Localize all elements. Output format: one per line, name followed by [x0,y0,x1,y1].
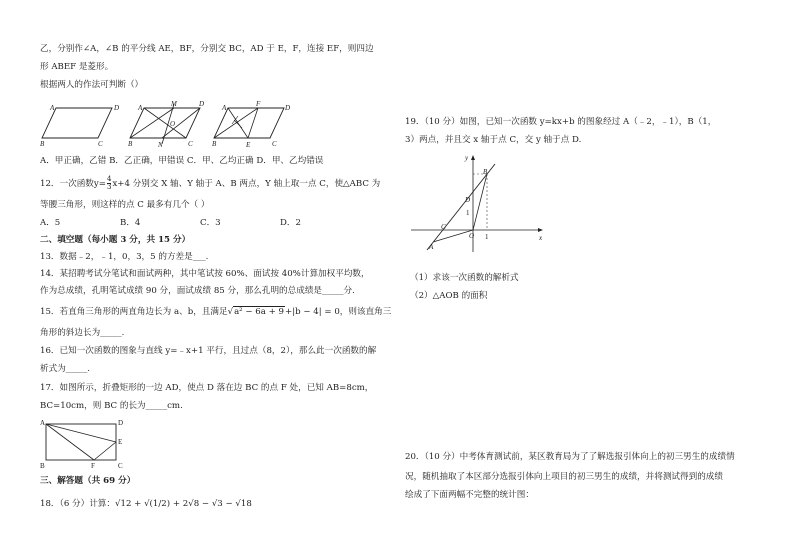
coordinate-graph-figure [405,152,550,260]
q11-text-line2: 形 ABEF 是菱形。 [40,62,114,72]
svg-text:D: D [199,100,205,108]
svg-text:x: x [539,234,543,242]
svg-text:C: C [188,140,193,148]
svg-text:C: C [272,140,277,148]
q15-prefix: 15．若直角三角形的两直角边长为 a、b，且满足 [40,307,228,317]
folded-rectangle-figure [38,416,128,472]
svg-text:A: A [50,104,55,112]
svg-text:M: M [171,100,177,108]
svg-text:D: D [465,196,471,204]
q19-subquestion-2: （2）△AOB 的面积 [410,291,488,301]
q14-line2: 作为总成绩，孔明笔试成绩 90 分，面试成绩 85 分，那么孔明的总成绩是_____分. [40,286,355,296]
svg-text:1: 1 [466,209,470,217]
q11-judge: 根据两人的作法可判断（） [40,80,144,90]
section-heading-answers: 三、解答题（共 69 分） [40,476,136,486]
q20-line1: 20．（10 分）中考体育测试前，某区教育局为了了解选报引体向上的初三男生的成绩情 [405,452,735,462]
q12-option-c: C．3 [200,218,221,228]
q18-line [40,499,252,510]
parallelogram-figure [40,100,120,150]
q16-line1: 16．已知一次函数的图象与直线 y=﹣x+1 平行，且过点（8，2），那么此一次函数的解 [40,346,377,356]
section-heading-fill-blank: 二、填空题（每小题 3 分，共 15 分） [40,235,191,245]
q12-fraction [107,176,111,191]
q12-line1 [40,176,380,191]
svg-text:y: y [465,154,469,162]
q12-option-b: B．4 [120,218,141,228]
svg-text:C: C [441,223,446,231]
q20-line2: 况，随机抽取了本区部分选报引体向上项目的初三男生的成绩，并将测试得到的成绩 [405,472,723,482]
q18-expression: √12 + √(1/2) + 2√8 − √3 − √18 [115,499,252,509]
svg-text:B: B [40,140,45,148]
q11-text-line1: 乙，分别作∠A，∠B 的平分线 AE，BF，分别交 BC，AD 于 E，F，连接 EF，则四边 [40,44,374,54]
svg-text:A: A [138,104,143,112]
q16-line2: 析式为_____. [40,364,90,374]
svg-text:D: D [285,104,291,112]
q15-line2: 角形的斜边长为_____. [40,328,125,338]
q17-line1: 17．如图所示，折叠矩形的一边 AD，使点 D 落在边 BC 的点 F 处，已知 AB=8cm， [40,383,374,393]
svg-text:O: O [469,232,475,240]
q17-line2: BC=10cm，则 BC 的长为_____cm. [40,401,183,411]
q14-line1: 14．某招聘考试分笔试和面试两种，其中笔试按 60%、面试按 40%计算加权平均数， [40,269,370,279]
q12-prefix: 12．一次函数y= [40,179,106,189]
svg-text:F: F [256,100,261,108]
q15-radical: a² − 6a + 9 [234,307,285,317]
svg-text:C: C [98,140,103,148]
svg-text:A: A [429,243,434,251]
fraction-denominator: 3 [106,183,112,191]
q15-suffix: +|b − 4| = 0，则该直角三 [285,307,392,317]
svg-text:1: 1 [485,233,489,241]
q12-suffix: x+4 分别交 X 轴、Y 轴于 A、B 两点，Y 轴上取一点 C，使△ABC 为 [112,179,381,189]
q15-line1: 15．若直角三角形的两直角边长为 a、b，且满足√a² − 6a + 9+|b − 4| = 0，则该直角三 [40,307,392,317]
q19-line2: 3）两点，并且交 x 轴于点 C，交 y 轴于点 D. [405,135,582,145]
svg-text:D: D [118,419,124,427]
svg-text:F: F [91,462,95,470]
svg-text:E: E [118,438,123,446]
q19-subquestion-1: （1）求该一次函数的解析式 [410,273,519,283]
q12-option-a: A．5 [40,218,61,228]
svg-text:B: B [212,140,217,148]
q12-option-d: D．2 [280,218,301,228]
svg-text:B: B [128,140,133,148]
q13-text: 13．数据﹣2，﹣1，0，3，5 的方差是___. [40,252,209,262]
svg-text:O: O [170,120,176,128]
construction-figure-b [212,100,292,150]
svg-text:D: D [114,104,120,112]
q19-line1: 19．（10 分）如图，已知一次函数 y=kx+b 的图象经过 A（﹣2，﹣1），B（1， [405,117,717,127]
svg-text:B: B [40,462,45,470]
svg-text:C: C [118,462,123,470]
q11-options: A．甲正确，乙错 B．乙正确，甲错误 C．甲、乙均正确 D．甲、乙均错误 [40,156,324,166]
q18-prefix: 18．（6 分）计算： [40,499,115,509]
svg-text:E: E [246,141,251,149]
svg-text:A: A [222,104,227,112]
construction-figure-a [128,100,206,150]
svg-text:N: N [158,141,163,149]
svg-text:B: B [483,168,488,176]
svg-text:A: A [40,419,46,427]
q12-line2: 等腰三角形，则这样的点 C 最多有几个（ ） [40,200,210,210]
q20-line3: 绘成了下面两幅不完整的统计图： [405,490,534,500]
fraction-numerator: 4 [106,175,112,183]
